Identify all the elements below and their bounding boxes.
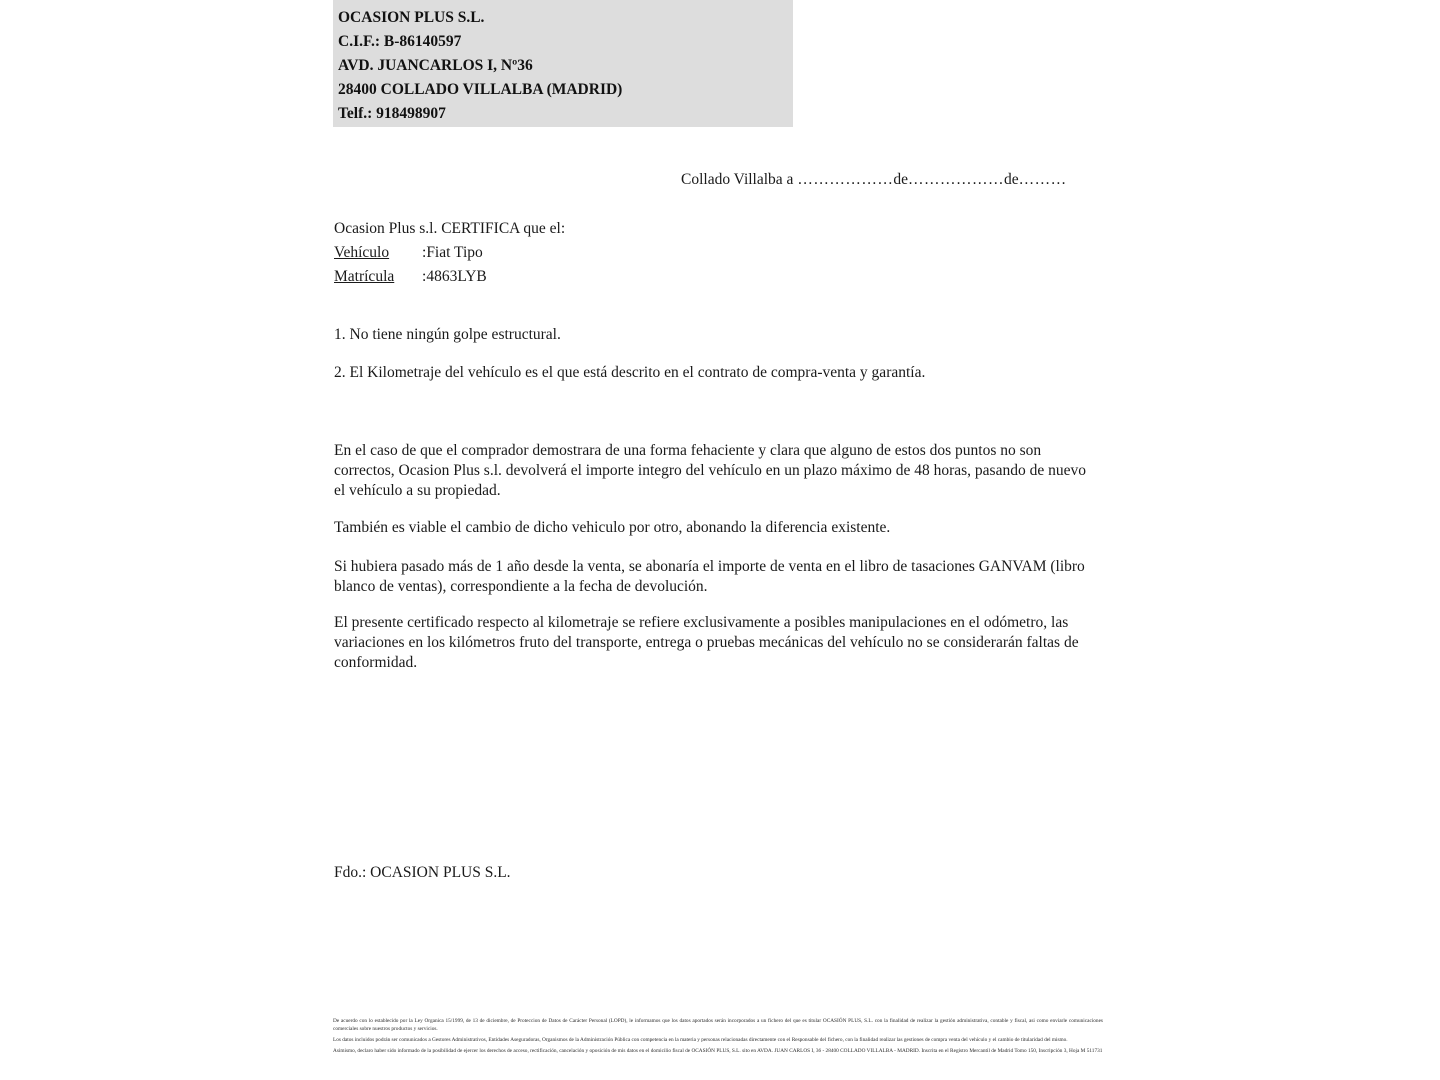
certification-intro: Ocasion Plus s.l. CERTIFICA que el: xyxy=(334,220,566,237)
certification-block xyxy=(334,217,565,289)
legal-paragraph-2: Los datos incluidos podrán ser comunicados a Gestores Administrativos, Entidades Aseguradoras, Organismos de la Administración Pública con competencia en la materia y personas relacionadas directamente con el Responsable del fichero, con la finalidad realizar las gestiones de compra venta del vehículo y el cambio de titularidad del mismo. xyxy=(333,1036,1068,1043)
date-city-label: Collado Villalba a xyxy=(681,171,794,188)
company-phone: Telf.: 918498907 xyxy=(338,105,446,122)
certified-point-2: 2. El Kilometraje del vehículo es el que está descrito en el contrato de compra-venta y garantía. xyxy=(334,364,926,381)
company-address-city: 28400 COLLADO VILLALBA (MADRID) xyxy=(338,81,623,98)
field-matricula-value: 4863LYB xyxy=(426,268,487,285)
paragraph-refund-terms: En el caso de que el comprador demostrara de una forma fehaciente y clara que alguno de estos dos puntos no son correctos, Ocasion Plus s.l. devolverá el importe integro del vehículo en un plazo máximo de 48 horas, pasando de nuevo el vehículo a su propiedad. xyxy=(334,442,1086,499)
company-name: OCASION PLUS S.L. xyxy=(338,9,485,26)
paragraph-exchange-option: También es viable el cambio de dicho vehiculo por otro, abonando la diferencia existente. xyxy=(334,519,891,536)
date-month-blank: ……………… xyxy=(907,171,1004,188)
field-matricula-label: Matrícula xyxy=(334,268,395,285)
company-cif: C.I.F.: B-86140597 xyxy=(338,33,462,50)
legal-notice xyxy=(333,1018,1103,1059)
field-vehiculo-label: Vehículo xyxy=(334,244,390,261)
certified-point-1: 1. No tiene ningún golpe estructural. xyxy=(334,326,561,343)
company-header-block xyxy=(333,0,793,127)
paragraph-ganvam-valuation: Si hubiera pasado más de 1 año desde la venta, se abonaría el importe de venta en el libro de tasaciones GANVAM (libro blanco de ventas), correspondiente a la fecha de devolución. xyxy=(334,558,1085,595)
date-de-1: de xyxy=(893,171,908,188)
date-day-blank: ……………… xyxy=(797,171,894,188)
paragraph-odometer-scope: El presente certificado respecto al kilometraje se refiere exclusivamente a posibles manipulaciones en el odómetro, las variaciones en los kilómetros fruto del transporte, entrega o pruebas mecánicas del vehículo no se considerarán faltas de conformidad. xyxy=(334,614,1079,671)
company-address-street: AVD. JUANCARLOS I, Nº36 xyxy=(338,57,533,74)
field-vehiculo-value: Fiat Tipo xyxy=(426,244,483,261)
date-year-blank: ……… xyxy=(1018,171,1067,188)
field-matricula-sep: : xyxy=(422,268,427,285)
field-matricula xyxy=(334,265,565,289)
field-vehiculo xyxy=(334,241,565,265)
date-line xyxy=(681,171,1067,189)
field-vehiculo-sep: : xyxy=(422,244,427,261)
legal-paragraph-1: De acuerdo con lo establecido por la Ley Organica 15/1999, de 13 de diciembre, de Proteccion de Datos de Carácter Personal (LOPD), le informamos que los datos aportados serán incorporados a un fichero del que es titular OCASIÓN PLUS, S.L. con la finalidad de realizar la gestión administrativa, contable y fiscal, asi como enviarle comunicaciones comerciales sobre nuestros productos y servicios. xyxy=(333,1018,1103,1032)
date-de-2: de xyxy=(1003,171,1019,188)
legal-paragraph-3: Asimismo, declaro haber sido informado de la posibilidad de ejercer los derechos de acceso, rectificación, cancelación y oposición de mis datos en el domicilio fiscal de OCASIÓN PLUS, S.L. sito en AVDA. JUAN CARLOS I, 36 - 28400 COLLADO VILLALBA - MADRID. Inscrita en el Registro Mercantil de Madrid Tomo 150, Inscripción 3, Hoja M 511731 xyxy=(333,1047,1103,1054)
signature-line: Fdo.: OCASION PLUS S.L. xyxy=(334,864,511,881)
